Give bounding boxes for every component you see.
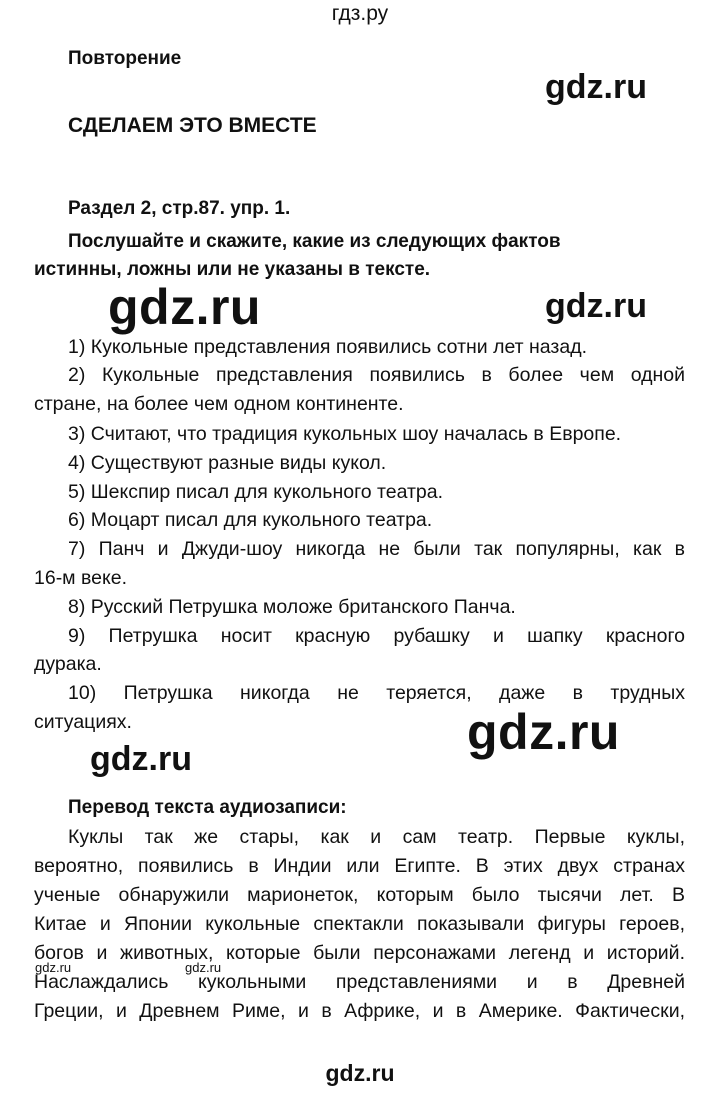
watermark-lower-left: gdz.ru: [90, 740, 192, 778]
list-item: 9) Петрушка носит красную рубашку и шапку красного: [68, 625, 685, 647]
list-item-continuation: 16-м веке.: [34, 567, 128, 589]
list-item: 4) Существуют разные виды кукол.: [68, 452, 387, 474]
list-item: 2) Кукольные представления появились в более чем одной: [68, 364, 685, 386]
page-title: СДЕЛАЕМ ЭТО ВМЕСТЕ: [68, 114, 317, 137]
exercise-reference: Раздел 2, стр.87. упр. 1.: [68, 198, 291, 219]
list-item: 1) Кукольные представления появились сотни лет назад.: [68, 336, 588, 358]
watermark-top-right: gdz.ru: [545, 68, 647, 106]
footer-watermark: gdz.ru: [325, 1060, 395, 1086]
translation-line: ученые обнаружили марионеток, которым было тысячи лет. В: [34, 884, 685, 906]
list-item: 10) Петрушка никогда не теряется, даже в трудных: [68, 682, 685, 704]
list-item: 6) Моцарт писал для кукольного театра.: [68, 509, 433, 531]
list-item-continuation: дурака.: [34, 653, 102, 675]
watermark-lower-right: gdz.ru: [467, 704, 620, 760]
section-label: Повторение: [68, 48, 182, 69]
translation-line: Китае и Японии кукольные спектакли показывали фигуры героев,: [34, 913, 685, 935]
watermark-mid-right: gdz.ru: [545, 287, 647, 325]
list-item-continuation: стране, на более чем одном континенте.: [34, 393, 404, 415]
instruction-line-2: истинны, ложны или не указаны в тексте.: [34, 259, 431, 280]
translation-line: вероятно, появились в Индии или Египте. В этих двух странах: [34, 855, 685, 877]
watermark-mid-left: gdz.ru: [108, 279, 261, 335]
list-item: 8) Русский Петрушка моложе британского Панча.: [68, 596, 516, 618]
list-item: 3) Считают, что традиция кукольных шоу началась в Европе.: [68, 423, 622, 445]
site-header: гдз.ру: [331, 2, 389, 25]
translation-heading: Перевод текста аудиозаписи:: [68, 797, 347, 818]
translation-line: Наслаждались кукольными представлениями и в Древней: [34, 971, 685, 993]
translation-line: Куклы так же стары, как и сам театр. Первые куклы,: [68, 826, 685, 848]
instruction-line-1: Послушайте и скажите, какие из следующих фактов: [68, 231, 561, 252]
translation-line: Греции, и Древнем Риме, и в Африке, и в Америке. Фактически,: [34, 1000, 685, 1022]
translation-line: богов и животных, которые были персонажами легенд и историй.: [34, 942, 685, 964]
list-item: 5) Шекспир писал для кукольного театра.: [68, 481, 444, 503]
list-item-continuation: ситуациях.: [34, 711, 132, 733]
list-item: 7) Панч и Джуди-шоу никогда не были так популярны, как в: [68, 538, 685, 560]
watermark-small-left: gdz.ru: [35, 960, 72, 975]
watermark-small-mid: gdz.ru: [185, 960, 222, 975]
